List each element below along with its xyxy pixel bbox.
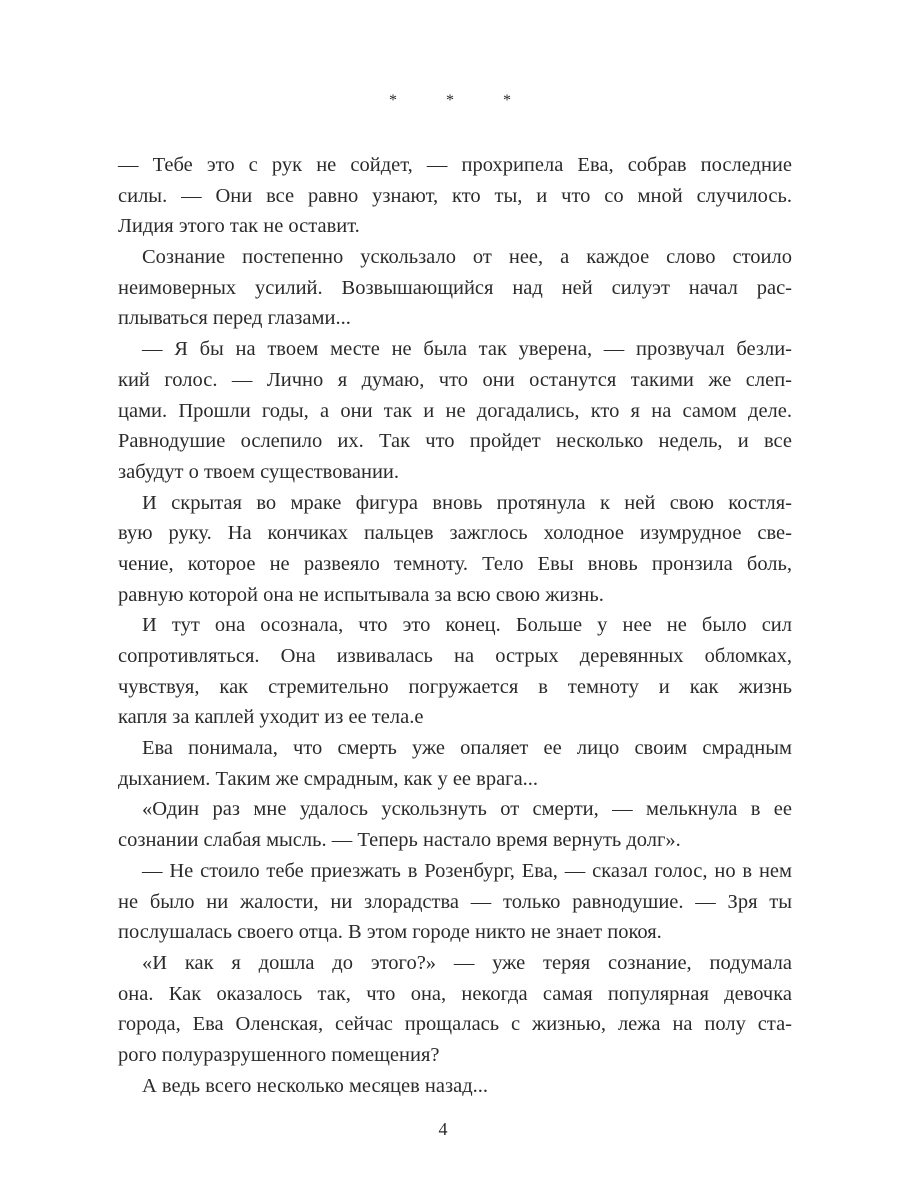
- text-line: А ведь всего несколько месяцев назад...: [142, 1074, 489, 1097]
- text-line: — Тебе это с рук не сойдет, — прохрипела Ева, собрав последние: [118, 154, 792, 176]
- page-number: 4: [438, 1119, 448, 1139]
- text-line: И скрытая во мраке фигура вновь протянула к ней свою костля-: [142, 491, 792, 514]
- asterisk: *: [503, 92, 511, 109]
- text-line: — Я бы на твоем месте не была так уверена, — прозвучал безли-: [142, 338, 792, 361]
- paragraph: [118, 150, 792, 242]
- text-line: забудут о твоем существовании.: [118, 460, 400, 483]
- paragraph: [118, 856, 792, 948]
- paragraph: [118, 334, 792, 487]
- paragraph: [118, 733, 792, 794]
- text-line: сознании слабая мысль. — Теперь настало время вернуть долг».: [118, 829, 681, 852]
- text-line: сопротивляться. Она извивалась на острых деревянных обломках,: [118, 645, 792, 667]
- paragraph: [118, 610, 792, 733]
- text-line: не было ни жалости, ни злорадства — только равнодушие. — Зря ты: [118, 890, 792, 913]
- text-line: цами. Прошли годы, а они так и не догадались, кто я на самом деле.: [118, 399, 792, 422]
- body-text: [118, 150, 792, 1101]
- text-line: силы. — Они все равно узнают, кто ты, и что со мной случилось.: [118, 184, 792, 207]
- text-line: послушалась своего отца. В этом городе никто не знает покоя.: [118, 921, 662, 944]
- text-line: — Не стоило тебе приезжать в Розенбург, Ева, — сказал голос, но в нем: [142, 859, 792, 882]
- text-line: «И как я дошла до этого?» — уже теряя сознание, подумала: [142, 951, 792, 974]
- text-line: Лидия этого так не оставит.: [118, 215, 360, 238]
- asterisk: *: [389, 92, 397, 109]
- text-line: неимоверных усилий. Возвышающийся над ней силуэт начал рас-: [118, 276, 792, 299]
- section-separator: [0, 92, 900, 110]
- text-line: И тут она осознала, что это конец. Больше у нее не было сил: [142, 614, 792, 637]
- text-line: кий голос. — Лично я думаю, что они останутся такими же слеп-: [118, 368, 792, 391]
- text-line: чувствуя, как стремительно погружается в темноту и как жизнь: [118, 675, 792, 698]
- paragraph: [118, 488, 792, 611]
- paragraph: [118, 948, 792, 1071]
- text-line: она. Как оказалось так, что она, некогда самая популярная девочка: [118, 982, 792, 1005]
- text-line: капля за каплей уходит из ее тела.е: [118, 706, 424, 729]
- paragraph: [118, 1071, 792, 1102]
- text-line: Ева понимала, что смерть уже опаляет ее лицо своим смрадным: [142, 737, 792, 760]
- text-line: Сознание постепенно ускользало от нее, а каждое слово стоило: [142, 246, 792, 269]
- text-line: чение, которое не развеяло темноту. Тело Евы вновь пронзила боль,: [118, 552, 792, 575]
- text-line: вую руку. На кончиках пальцев зажглось холодное изумрудное све-: [118, 522, 792, 545]
- text-line: Равнодушие ослепило их. Так что пройдет несколько недель, и все: [118, 430, 792, 453]
- text-line: города, Ева Оленская, сейчас прощалась с жизнью, лежа на полу ста-: [118, 1013, 792, 1036]
- paragraph: [118, 242, 792, 334]
- paragraph: [118, 794, 792, 855]
- text-line: дыханием. Таким же смрадным, как у ее врага...: [118, 767, 539, 790]
- text-line: равную которой она не испытывала за всю свою жизнь.: [118, 583, 604, 606]
- asterisk: *: [446, 92, 454, 109]
- text-line: рого полуразрушенного помещения?: [118, 1043, 440, 1066]
- text-line: плываться перед глазами...: [118, 307, 351, 330]
- text-line: «Один раз мне удалось ускользнуть от смерти, — мелькнула в ее: [142, 798, 792, 821]
